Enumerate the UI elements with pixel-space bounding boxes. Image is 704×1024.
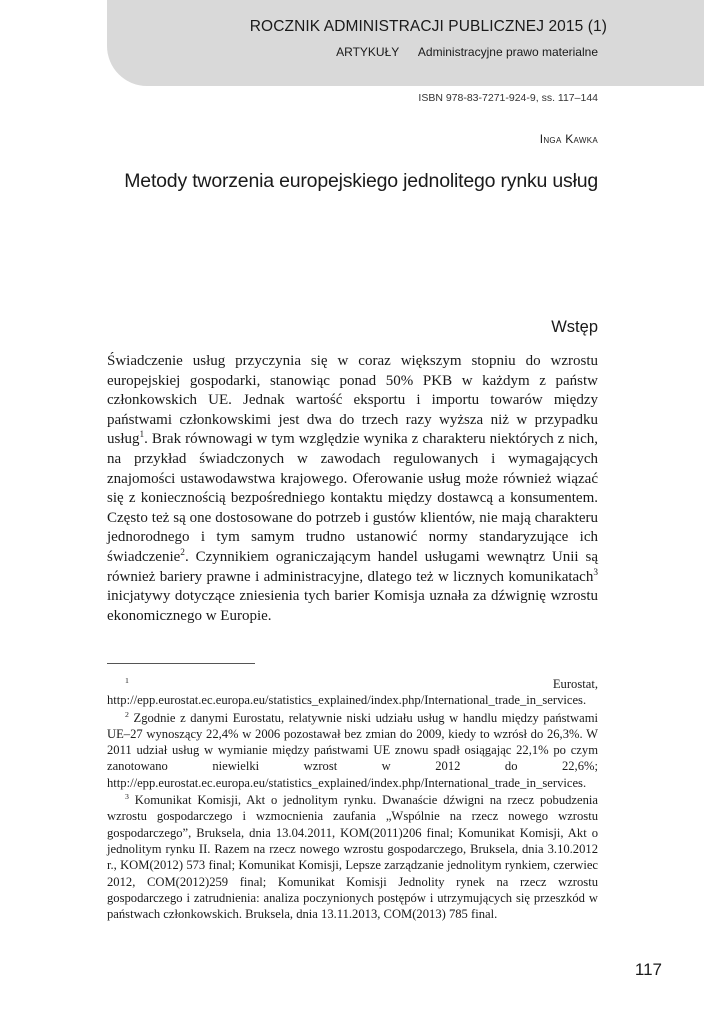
- isbn-line: ISBN 978-83-7271-924-9, ss. 117–144: [418, 92, 598, 104]
- footnotes: [107, 676, 598, 923]
- footnote-ref-1[interactable]: 1: [139, 430, 145, 441]
- footnote-ref-2[interactable]: 2: [180, 547, 185, 558]
- journal-title: ROCZNIK ADMINISTRACJI PUBLICZNEJ 2015 (1): [249, 18, 607, 35]
- section-heading: Wstęp: [551, 318, 598, 336]
- footnote-ref-3[interactable]: 3: [593, 567, 598, 578]
- footnote-2: $^2$ Zgodnie z danymi Eurostatu, relatywnie niski udziału usług w handlu między państwami UE–27 wynoszący 22,4% w 2006 pozostawał bez zmian do 2009, kiedy to wzrósł do 26,3%. W 2011 udział usług w wymianie między państwami UE znowu spadł osiągając 22,1% po czym zanotowano niewielki wzrost w 2012 do 22,6%; http://epp.eurostat.ec.europa.eu/statistics_explained/index.php/International_trade_in_services.: [107, 709, 598, 790]
- subsection-label: Administracyjne prawo materialne: [417, 45, 598, 59]
- body-paragraph: Świadczenie usług przyczynia się w coraz większym stopniu do wzrostu europejskiej gospodarki, stanowiąc ponad 50% PKB w każdym z państw członkowskich UE. Jednak wartość eksportu i importu towarów między państwami członkowskimi jest dwa do trzech razy wyższa niż w przypadku usług$^1$. Brak równowagi w tym względzie wynika z charakteru niektórych z nich, na przykład świadczonych w zawodach regulowanych i wymagających znajomości ustawodawstwa krajowego. Oferowanie usług może również wiązać się z koniecznością bezpośredniego kontaktu między dostawcą a konsumentem. Często też są one dostosowane do potrzeb i gustów klientów, nie mają charakteru jednorodnego i tym samym trudno ustanowić normy standaryzujące ich świadczenie$^2$. Czynnikiem ograniczającym handel usługami wewnątrz Unii są również bariery prawne i administracyjne, dlatego też w licznych komunikatach$^3$ inicjatywy dotyczące zniesienia tych barier Komisja uznała za dźwignię wzrostu ekonomicznego w Europie.: [107, 353, 598, 624]
- footnote-3: $^3$ Komunikat Komisji, Akt o jednolitym rynku. Dwanaście dźwigni na rzecz pobudzenia wzrostu gospodarczego i wzmocnienia zaufania „Wspólnie na rzecz nowego wzrostu gospodarczego”, Bruksela, dnia 13.04.2011, KOM(2011)206 final; Komunikat Komisji, Akt o jednolitym rynku II. Razem na rzecz nowego wzrostu gospodarczego, Bruksela, dnia 3.10.2012 r., KOM(2012) 573 final; Komunikat Komisji, Lepsze zarządzanie jednolitym rynkiem, czerwiec 2012, COM(2012)259 final; Komunikat Komisji Jednolity rynek na rzecz wzrostu gospodarczego i zatrudnienia: analiza poczynionych postępów i utrzymujących się przeszkód w państwach członkowskich. Bruksela, dnia 13.11.2013, COM(2013) 785 final.: [107, 791, 598, 922]
- section-line: [336, 45, 598, 59]
- article-title: Metody tworzenia europejskiego jednolitego rynku usług: [124, 170, 598, 192]
- author-name: Inga Kawka: [539, 132, 598, 146]
- page-number: 117: [634, 960, 662, 979]
- header-band: [107, 0, 704, 86]
- footnote-1: $^1$ Eurostat, http://epp.eurostat.ec.europa.eu/statistics_explained/index.php/International_trade_in_services.: [107, 675, 598, 708]
- footnote-divider: [107, 663, 255, 664]
- section-label: ARTYKUŁY: [336, 45, 400, 59]
